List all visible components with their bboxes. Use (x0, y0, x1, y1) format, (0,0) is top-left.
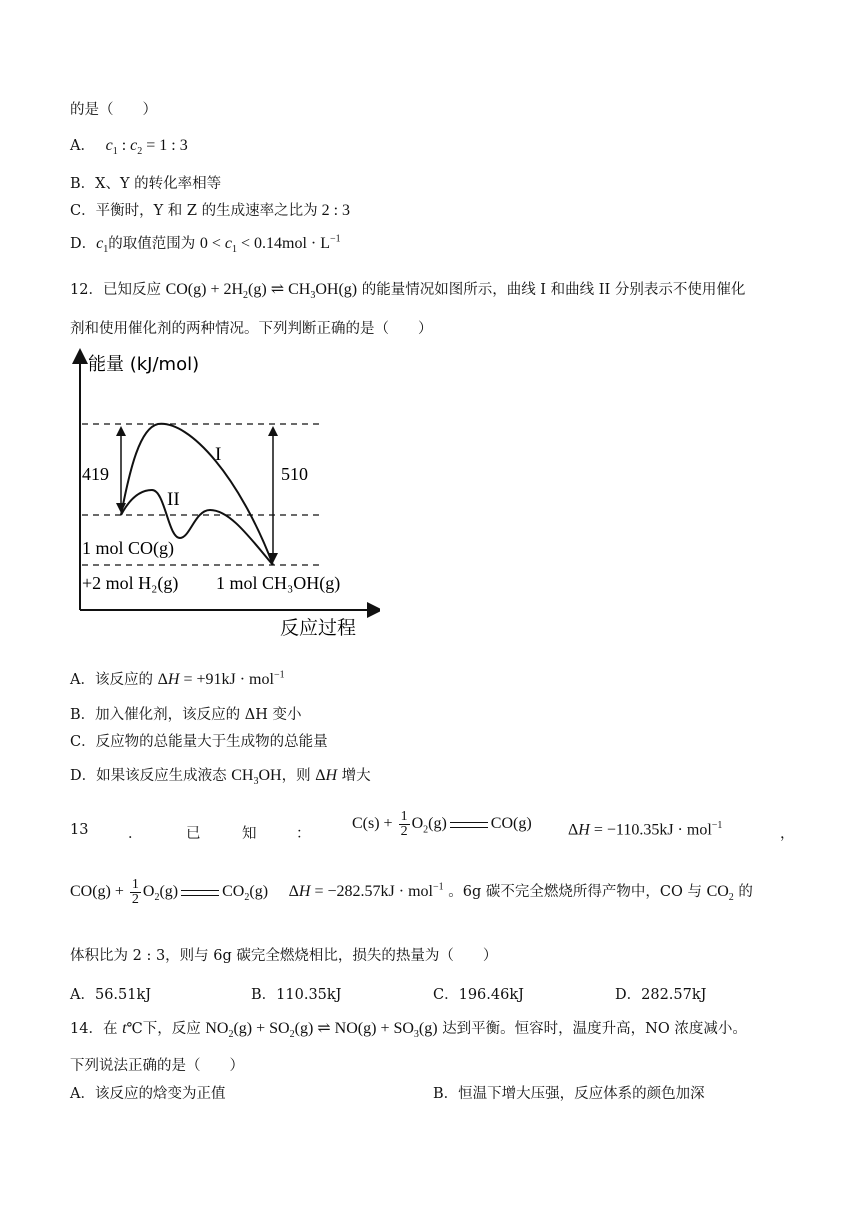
y-axis-label: 能量 (kJ/mol) (88, 354, 200, 375)
label-curve-II: II (167, 489, 180, 510)
q13-reaction-1: C(s) + $\frac{1}{2}$ $O_2(g)$ CO(g) (352, 809, 532, 839)
q12-stem-line2: 剂和使用催化剂的两种情况。下列判断正确的是（ ） (70, 321, 433, 337)
q13-option-d: D．282.57kJ (615, 987, 707, 1003)
q13-option-a: A．56.51kJ (70, 987, 152, 1003)
energy-diagram (70, 348, 380, 640)
q13-line3: 体积比为 2 : 3，则与 6g 碳完全燃烧相比，损失的热量为（ ） (70, 948, 498, 964)
q14-option-a: A．该反应的焓变为正值 (70, 1086, 226, 1102)
q11-option-c: C．平衡时，Y 和 Z 的生成速率之比为 2 : 3 (70, 202, 351, 219)
label-510: 510 (281, 464, 308, 484)
q13-line2: CO(g) + $\frac{1}{2}$ $O_2(g)$ $CO_2(g) \Delta H = -282.57kJ \cdot mol^{-1}$ 。6g 碳不完全燃烧所得产物中，CO 与 $CO_2$ 的 (70, 877, 753, 907)
q14-stem: 14．在 t℃下，反应 $NO_2(g) + SO_2(g)$ ⇌ $NO(g) + SO_3(g)$ 达到平衡。恒容时，温度升高，NO 浓度减小。 (70, 1020, 747, 1041)
q13-option-c: C．196.46kJ (433, 987, 524, 1003)
q13-word-2: 知 (242, 826, 257, 842)
q14-option-b: B．恒温下增大压强，反应体系的颜色加深 (433, 1086, 705, 1102)
q12-option-a: A．该反应的 ΔH = +91kJ · mol$^{-1}$ (70, 669, 285, 688)
q13-dh-1: ΔH = −110.35kJ · mol$^{-1}$ (568, 820, 723, 839)
label-curve-I: I (215, 444, 222, 465)
x-axis-label: 反应过程 (280, 617, 357, 639)
q11-option-d: D．$c_1$的取值范围为 $0 < c_1 < 0.14mol \cdot L^{-1}$ (70, 233, 341, 256)
q11-option-a: A． $c_1$ : $c_2 = 1$ : 3 (70, 137, 188, 158)
q14-stem-line2: 下列说法正确的是（ ） (70, 1058, 244, 1074)
label-reactant-1: 1 mol CO(g) (82, 538, 174, 558)
q12-stem: 12．已知反应 $CO(g) + 2H_2(g)$ ⇌ $CH_3OH(g)$ 的能量情况如图所示，曲线 I 和曲线 II 分别表示不使用催化 (70, 281, 746, 302)
label-419: 419 (82, 464, 109, 484)
q13-word-1: 已 (186, 826, 201, 842)
q13-comma: ， (780, 826, 795, 842)
q12-option-c: C．反应物的总能量大于生成物的总能量 (70, 734, 328, 750)
label-reactant-2: +2 mol H₂(g) (82, 573, 179, 593)
q12-option-d: D．如果该反应生成液态 $CH_3OH$，则 ΔH 增大 (70, 767, 371, 788)
q11-stem-tail: 的是（ ） (70, 102, 157, 118)
q13-dot: ． (128, 826, 143, 842)
q12-option-b: B．加入催化剂，该反应的 ΔH 变小 (70, 707, 302, 723)
q13-option-b: B．110.35kJ (251, 987, 342, 1003)
q11-option-b: B．X、Y 的转化率相等 (70, 176, 222, 192)
label-product: 1 mol CH₃OH(g) (216, 573, 341, 593)
q13-number: 13 (70, 822, 89, 838)
q13-colon: ： (296, 826, 311, 842)
